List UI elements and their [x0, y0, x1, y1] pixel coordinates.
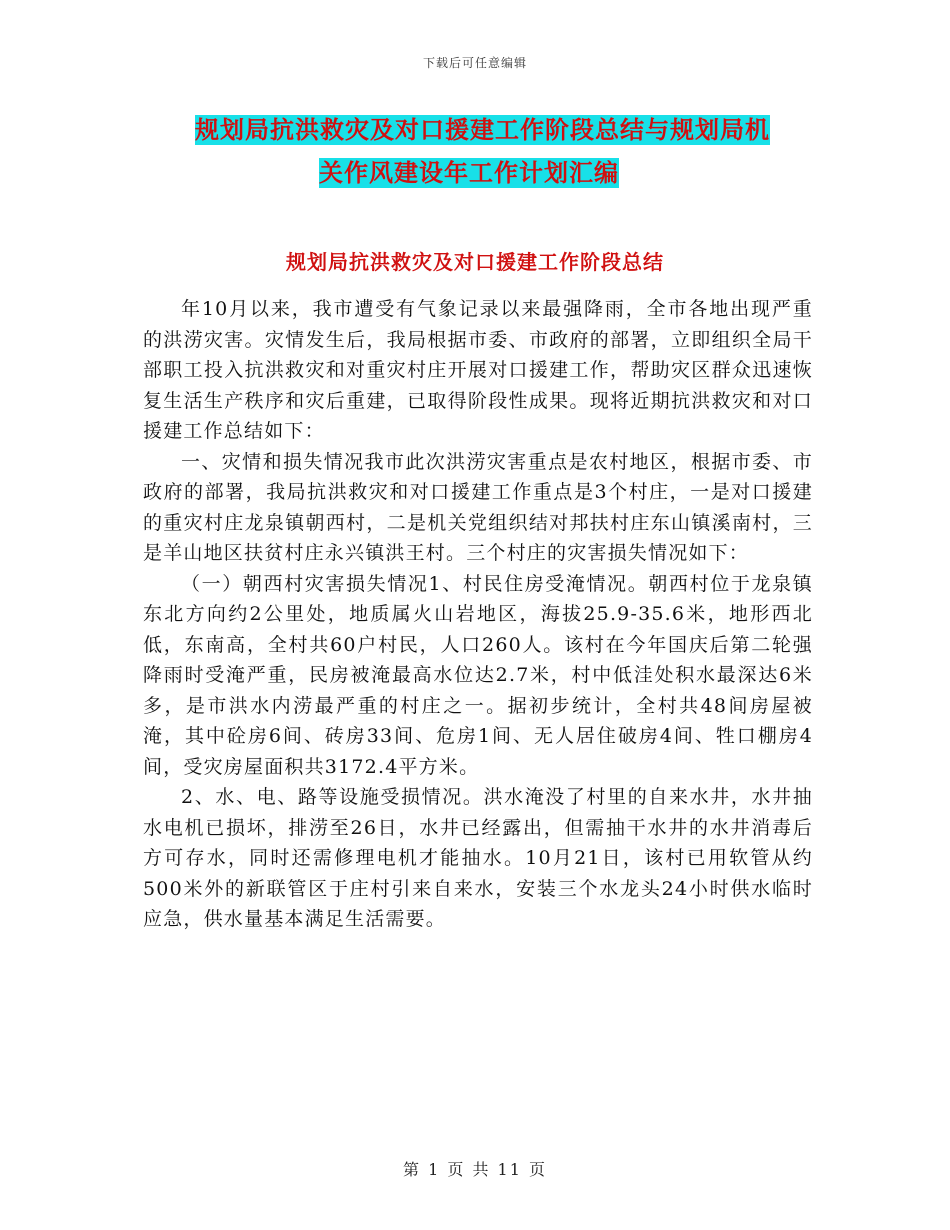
paragraph: （一）朝西村灾害损失情况1、村民住房受淹情况。朝西村位于龙泉镇东北方向约2公里处，地质属火山岩地区，海拔25.9-35.6米，地形西北低，东南高，全村共60户村民，人口260人。该村在今年国庆后第二轮强降雨时受淹严重，民房被淹最高水位达2.7米，村中低洼处积水最深达6米多，是市洪水内涝最严重的村庄之一。据初步统计，全村共48间房屋被淹，其中砼房6间、砖房33间、危房1间、无人居住破房4间、牲口棚房4间，受灾房屋面积共3172.4平方米。: [143, 572, 813, 778]
page-footer: 第 1 页 共 11 页: [403, 1160, 547, 1179]
paragraph: 一、灾情和损失情况我市此次洪涝灾害重点是农村地区，根据市委、市政府的部署，我局抗洪救灾和对口援建工作重点是3个村庄，一是对口援建的重灾村庄龙泉镇朝西村，二是机关党组织结对邦扶村庄东山镇溪南村，三是羊山地区扶贫村庄永兴镇洪王村。三个村庄的灾害损失情况如下：: [143, 450, 813, 564]
body-text: [143, 294, 813, 935]
paragraph: 2、水、电、路等设施受损情况。洪水淹没了村里的自来水井，水井抽水电机已损坏，排涝至26日，水井已经露出，但需抽干水井的水井消毒后方可存水，同时还需修理电机才能抽水。10月21日，该村已用软管从约500米外的新联管区于庄村引来自来水，安装三个水龙头24小时供水临时应急，供水量基本满足生活需要。: [143, 786, 813, 930]
title-highlight-1: 规划局抗洪救灾及对口援建工作阶段总结与规划局机: [195, 116, 770, 144]
section-title: 规划局抗洪救灾及对口援建工作阶段总结: [286, 250, 664, 274]
document-title-line-1: [195, 110, 805, 150]
paragraph: 年10月以来，我市遭受有气象记录以来最强降雨，全市各地出现严重的洪涝灾害。灾情发生后，我局根据市委、市政府的部署，立即组织全局干部职工投入抗洪救灾和对重灾村庄开展对口援建工作，帮助灾区群众迅速恢复生活生产秩序和灾后重建，已取得阶段性成果。现将近期抗洪救灾和对口援建工作总结如下：: [143, 298, 813, 442]
header-note: 下载后可任意编辑: [422, 56, 527, 70]
document-title-line-2: [319, 153, 719, 193]
title-highlight-2: 关作风建设年工作计划汇编: [319, 159, 619, 187]
